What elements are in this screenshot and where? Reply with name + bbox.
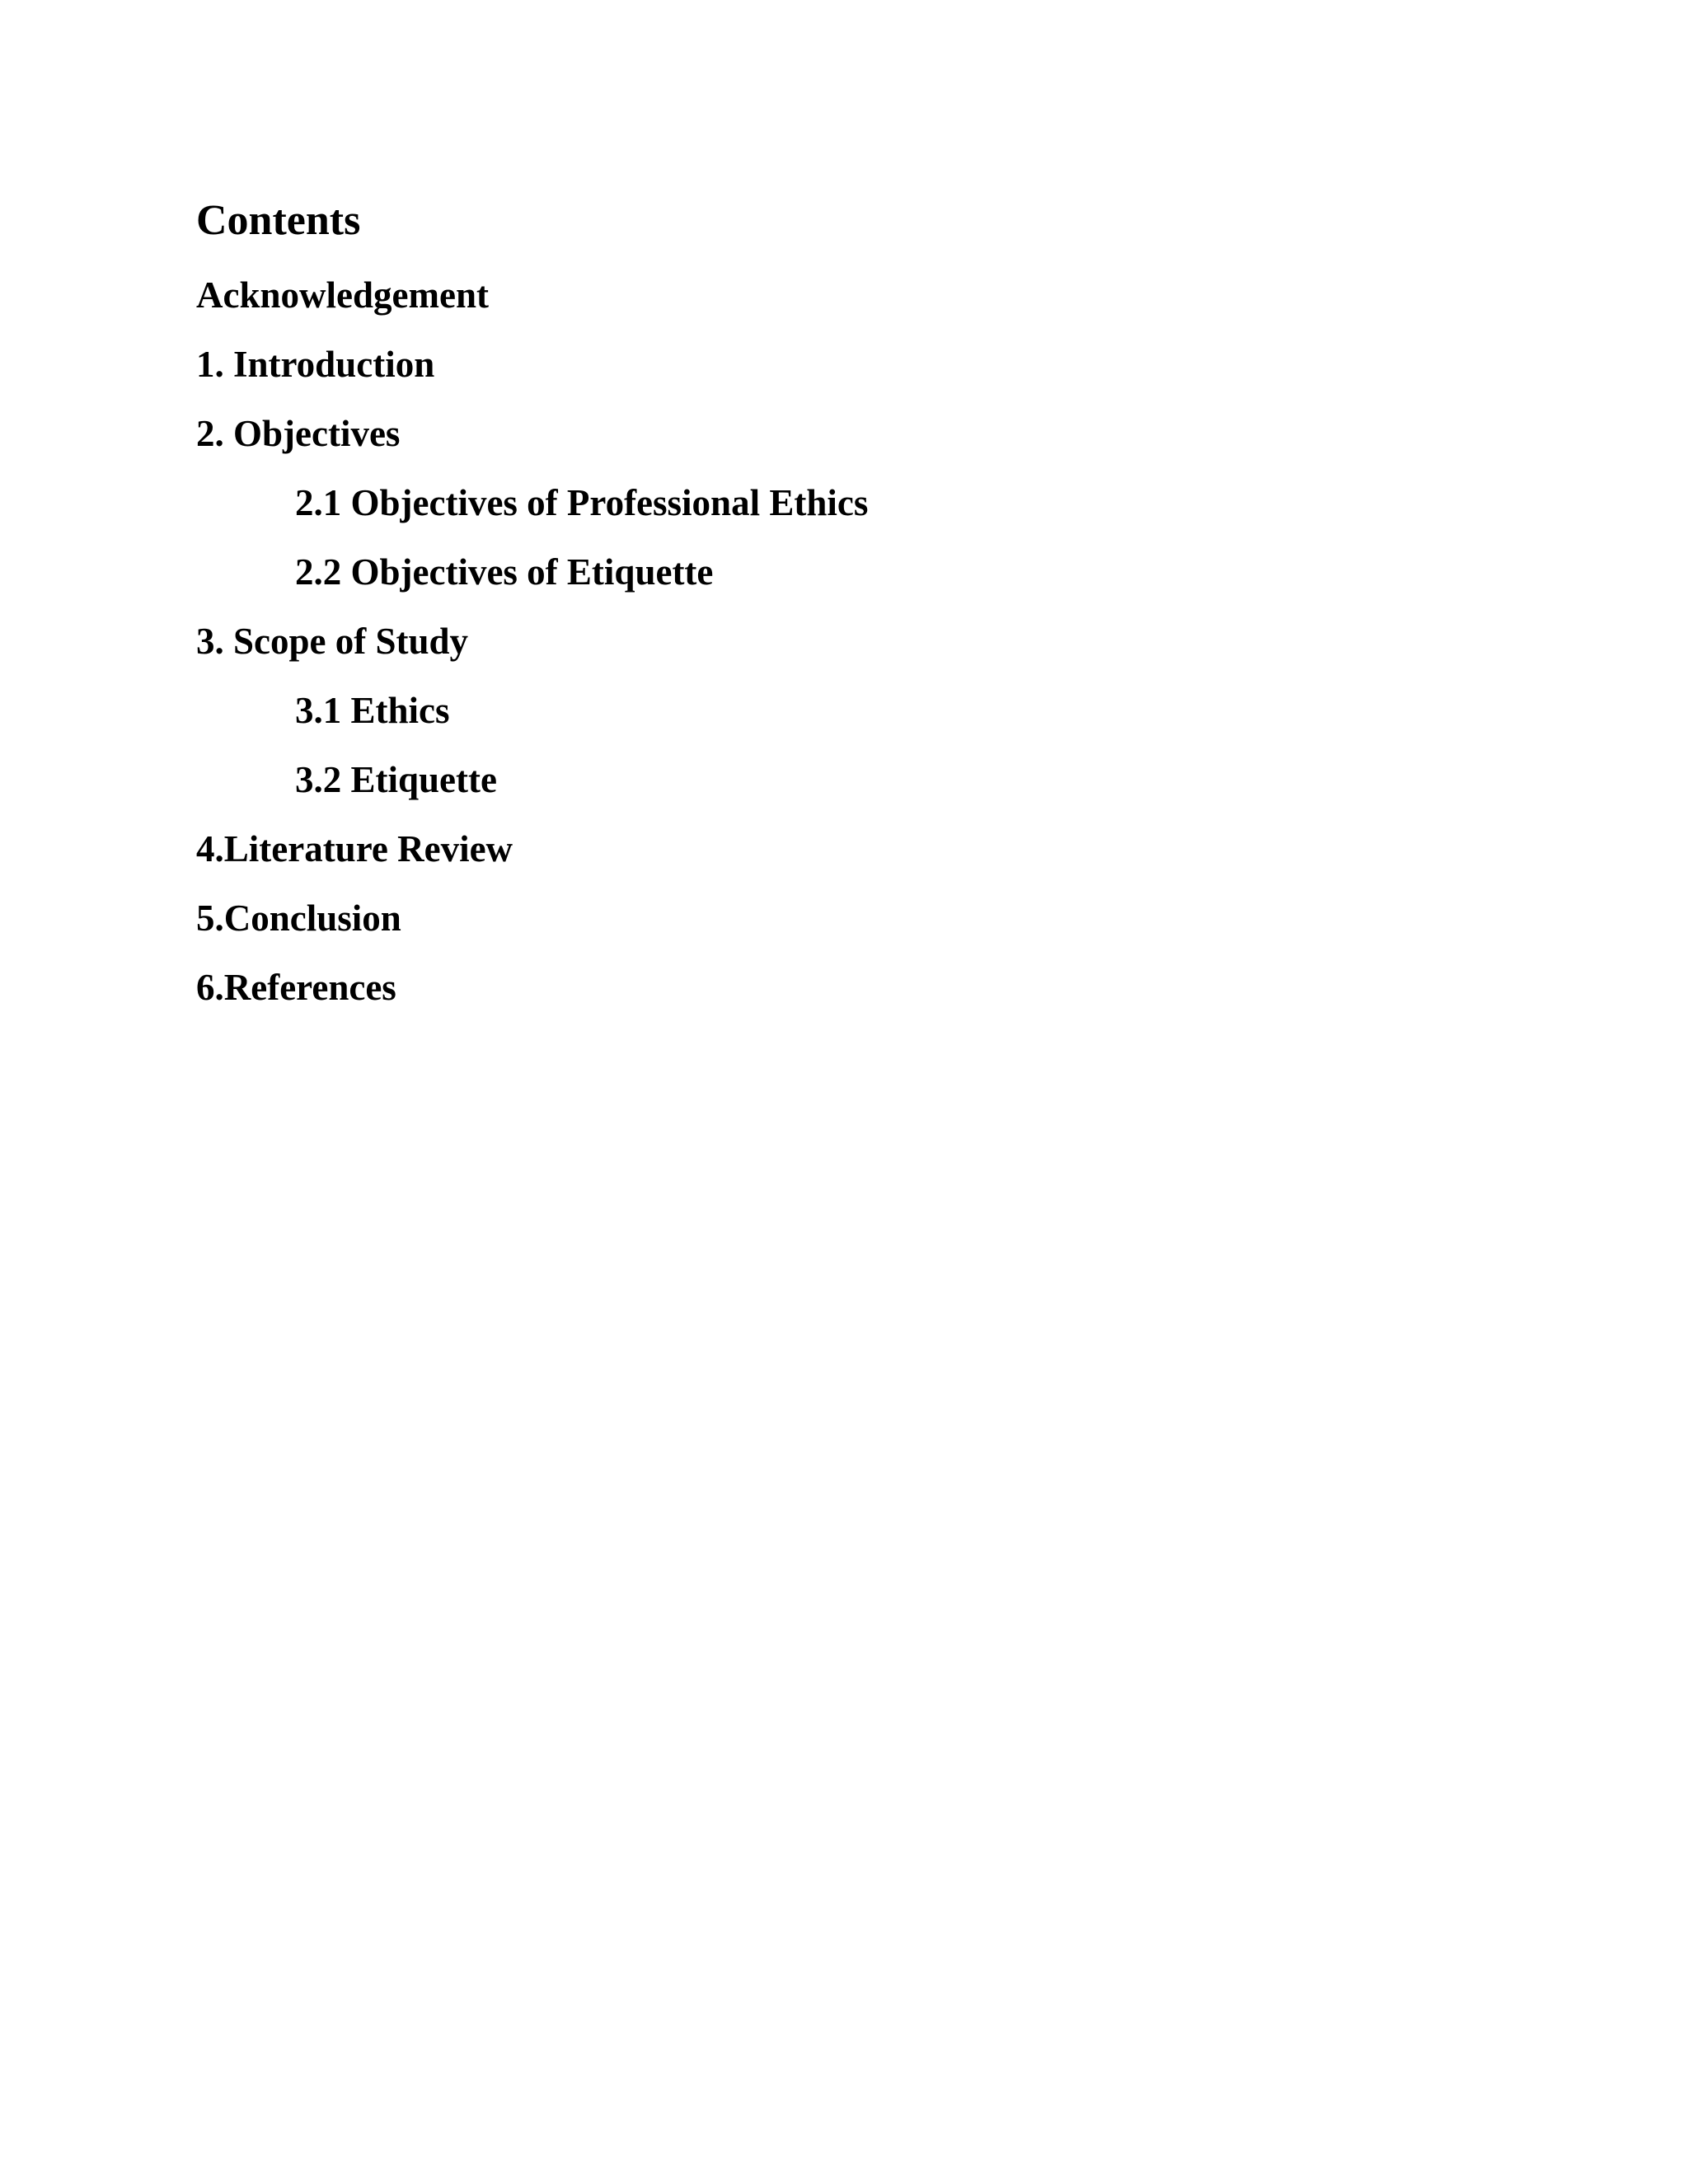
toc-entry-conclusion: 5.Conclusion	[196, 898, 401, 939]
toc-entry-objectives-professional-ethics: 2.1 Objectives of Professional Ethics	[295, 482, 869, 523]
contents-heading: Contents	[196, 197, 361, 244]
toc-entry-objectives-etiquette: 2.2 Objectives of Etiquette	[295, 551, 714, 593]
toc-entry-references: 6.References	[196, 967, 396, 1008]
toc-entry-etiquette: 3.2 Etiquette	[295, 759, 497, 800]
toc-entry-ethics: 3.1 Ethics	[295, 690, 450, 731]
table-of-contents	[196, 265, 868, 1027]
toc-entry-scope-of-study: 3. Scope of Study	[196, 621, 469, 662]
toc-entry-literature-review: 4.Literature Review	[196, 828, 513, 869]
toc-entry-acknowledgement: Acknowledgement	[196, 274, 489, 316]
toc-entry-objectives: 2. Objectives	[196, 413, 401, 454]
toc-entry-introduction: 1. Introduction	[196, 344, 435, 385]
